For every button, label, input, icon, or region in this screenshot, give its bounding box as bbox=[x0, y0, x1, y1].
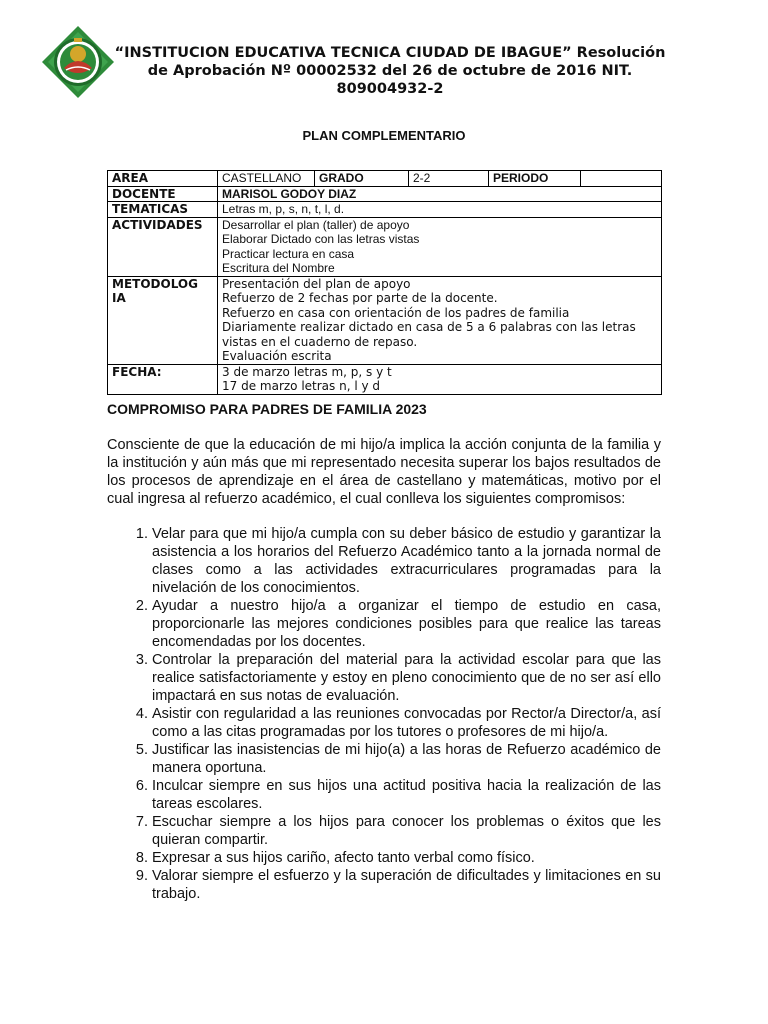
plan-title: PLAN COMPLEMENTARIO bbox=[302, 128, 466, 143]
table-row bbox=[108, 364, 662, 394]
school-crest-icon bbox=[40, 24, 116, 100]
periodo-value bbox=[581, 171, 662, 187]
list-item: 17 de marzo letras n, l y d bbox=[222, 379, 381, 393]
list-item: Escritura del Nombre bbox=[222, 261, 335, 275]
list-item: Refuerzo en casa con orientación de los padres de familia bbox=[222, 305, 570, 320]
table-row bbox=[108, 186, 662, 202]
metodologia-list bbox=[218, 276, 662, 364]
table-row bbox=[108, 202, 662, 218]
list-item: 8. Expresar a sus hijos cariño, afecto tanto verbal como físico. bbox=[152, 849, 661, 867]
table-row bbox=[108, 276, 662, 364]
table-row bbox=[108, 171, 662, 187]
actividades-label: ACTIVIDADES bbox=[108, 217, 218, 276]
metodologia-label bbox=[108, 276, 218, 364]
list-item: Refuerzo de 2 fechas por parte de la docente. bbox=[222, 291, 498, 305]
compromiso-title: COMPROMISO PARA PADRES DE FAMILIA 2023 bbox=[107, 401, 427, 417]
list-item: 6. Inculcar siempre en sus hijos una actitud positiva hacia la realización de las tareas escolares. bbox=[152, 777, 661, 813]
docente-value: MARISOL GODOY DIAZ bbox=[218, 186, 662, 202]
commitments-list bbox=[107, 525, 661, 903]
fecha-label: FECHA: bbox=[108, 364, 218, 394]
fechas-list bbox=[218, 364, 662, 394]
list-item: Elaborar Dictado con las letras vistas bbox=[222, 232, 420, 246]
list-item: Presentación del plan de apoyo bbox=[222, 276, 411, 291]
periodo-label: PERIODO bbox=[489, 171, 581, 187]
list-item: 3 de marzo letras m, p, s y t bbox=[222, 364, 392, 379]
list-item: Evaluación escrita bbox=[222, 349, 332, 363]
institution-header: “INSTITUCION EDUCATIVA TECNICA CIUDAD DE IBAGUE” Resolución de Aprobación Nº 00002532 del 26 de octubre de 2016 NIT. 809004932-2 bbox=[114, 45, 666, 97]
list-item: 1. Velar para que mi hijo/a cumpla con su deber básico de estudio y garantizar la asistencia a los horarios del Refuerzo Académico tanto a la jornada normal de clases como a las actividades extracurriculares programadas para la nivelación de los conocimientos. bbox=[152, 525, 661, 597]
list-item: 7. Escuchar siempre a los hijos para conocer los problemas o éxitos que les quieran compartir. bbox=[152, 813, 661, 849]
actividades-list bbox=[218, 217, 662, 276]
table-row bbox=[108, 217, 662, 276]
list-item: 9. Valorar siempre el esfuerzo y la superación de dificultades y limitaciones en su trabajo. bbox=[152, 867, 661, 903]
metodologia-label-line: METODOLOG bbox=[112, 276, 198, 291]
tematicas-value: Letras m, p, s, n, t, l, d. bbox=[218, 202, 662, 218]
list-item: Practicar lectura en casa bbox=[222, 246, 355, 261]
list-item: 2. Ayudar a nuestro hijo/a a organizar el tiempo de estudio en casa, proporcionarle las mejores condiciones posibles para que realice las tareas encomendadas por los docentes. bbox=[152, 597, 661, 651]
list-item: Desarrollar el plan (taller) de apoyo bbox=[222, 217, 410, 232]
compromiso-intro: Consciente de que la educación de mi hijo/a implica la acción conjunta de la familia y la institución y aún más que mi representado necesita superar los bajos resultados de los procesos de aprendizaje en el área de castellano y matemáticas, motivo por el cual ingresa al refuerzo académico, el cual conlleva los siguientes compromisos: bbox=[107, 437, 661, 507]
grado-label: GRADO bbox=[315, 171, 409, 187]
metodologia-label-line: IA bbox=[112, 291, 126, 305]
area-label: AREA bbox=[108, 171, 218, 187]
grado-value: 2-2 bbox=[409, 171, 489, 187]
area-value: CASTELLANO bbox=[218, 171, 315, 187]
list-item: 3. Controlar la preparación del material para la actividad escolar para que las realice satisfactoriamente y estoy en pleno conocimiento que de no ser así ello impactará en sus notas de evaluación. bbox=[152, 651, 661, 705]
list-item: Diariamente realizar dictado en casa de 5 a 6 palabras con las letras vistas en el cuaderno de repaso. bbox=[222, 320, 636, 349]
list-item: 4. Asistir con regularidad a las reuniones convocadas por Rector/a Director/a, así como a las citas programadas por los tutores o profesores de mi hijo/a. bbox=[152, 705, 661, 741]
tematicas-label: TEMATICAS bbox=[108, 202, 218, 218]
docente-label: DOCENTE bbox=[108, 186, 218, 202]
list-item: 5. Justificar las inasistencias de mi hijo(a) a las horas de Refuerzo académico de manera oportuna. bbox=[152, 741, 661, 777]
plan-info-table bbox=[107, 170, 662, 395]
